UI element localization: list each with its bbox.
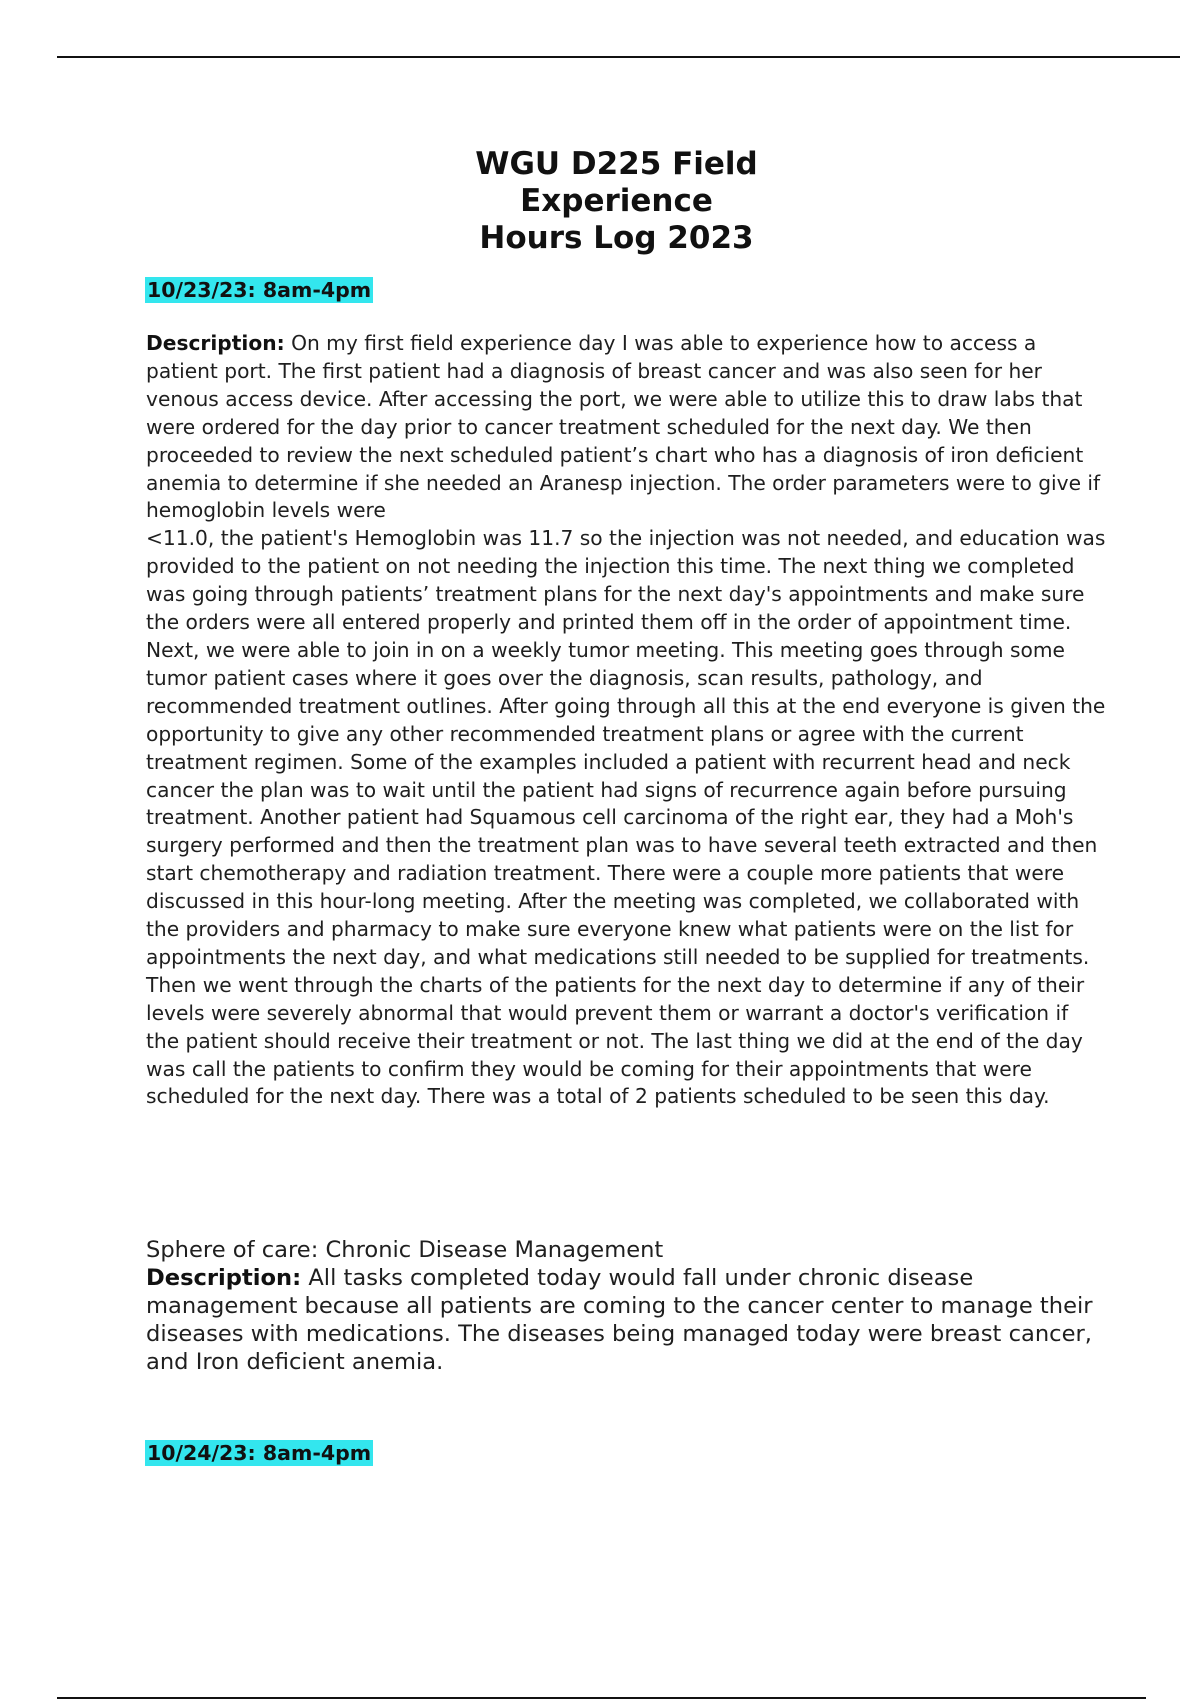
title-line-3: Hours Log 2023 [479,220,754,256]
entry-description [146,330,1106,1111]
sphere-description-paragraph [146,1264,1106,1376]
title-line-2: Experience [520,183,713,219]
document-title [0,146,1200,257]
entry-date-highlight: 10/23/23: 8am-4pm [147,278,372,302]
sphere-of-care-heading: Sphere of care: Chronic Disease Management [146,1237,664,1263]
description-text-1: On my first field experience day I was able to experience how to access a patient port. The first patient had a diagnosis of breast cancer and was also seen for her venous access device. After accessing the port, we were able to utilize this to draw labs that were ordered for the day prior to cancer treatment scheduled for the next day. We then proceeded to review the next scheduled patient’s chart who has a diagnosis of iron deficient anemia to determine if she needed an Aranesp injection. The order parameters were to give if hemoglobin levels were [146,331,1101,523]
top-divider [57,56,1180,58]
sphere-description-label: Description: [146,1265,302,1291]
sphere-of-care-section [146,1236,1106,1376]
description-label: Description: [146,331,285,355]
entry-date-highlight: 10/24/23: 8am-4pm [147,1441,372,1465]
sphere-description-text: All tasks completed today would fall under chronic disease management because all patients are coming to the cancer center to manage their diseases with medications. The diseases being managed today were breast cancer, and Iron deficient anemia. [146,1265,1093,1375]
title-line-1: WGU D225 Field [475,146,758,182]
description-paragraph-1 [146,330,1106,525]
description-paragraph-2: <11.0, the patient's Hemoglobin was 11.7 so the injection was not needed, and education was provided to the patient on not needing the injection this time. The next thing we completed was going through patients’ treatment plans for the next day's appointments and make sure the orders were all entered properly and printed them off in the order of appointment time. Next, we were able to join in on a weekly tumor meeting. This meeting goes through some tumor patient cases where it goes over the diagnosis, scan results, pathology, and recommended treatment outlines. After going through all this at the end everyone is given the opportunity to give any other recommended treatment plans or agree with the current treatment regimen. Some of the examples included a patient with recurrent head and neck cancer the plan was to wait until the patient had signs of recurrence again before pursuing treatment. Another patient had Squamous cell carcinoma of the right ear, they had a Moh's surgery performed and then the treatment plan was to have several teeth extracted and then start chemotherapy and radiation treatment. There were a couple more patients that were discussed in this hour-long meeting. After the meeting was completed, we collaborated with the providers and pharmacy to make sure everyone knew what patients were on the list for appointments the next day, and what medications still needed to be supplied for treatments. Then we went through the charts of the patients for the next day to determine if any of their levels were severely abnormal that would prevent them or warrant a doctor's verification if the patient should receive their treatment or not. The last thing we did at the end of the day was call the patients to confirm they would be coming for their appointments that were scheduled for the next day. There was a total of 2 patients scheduled to be seen this day. [146,526,1106,1109]
bottom-divider [57,1697,1146,1699]
